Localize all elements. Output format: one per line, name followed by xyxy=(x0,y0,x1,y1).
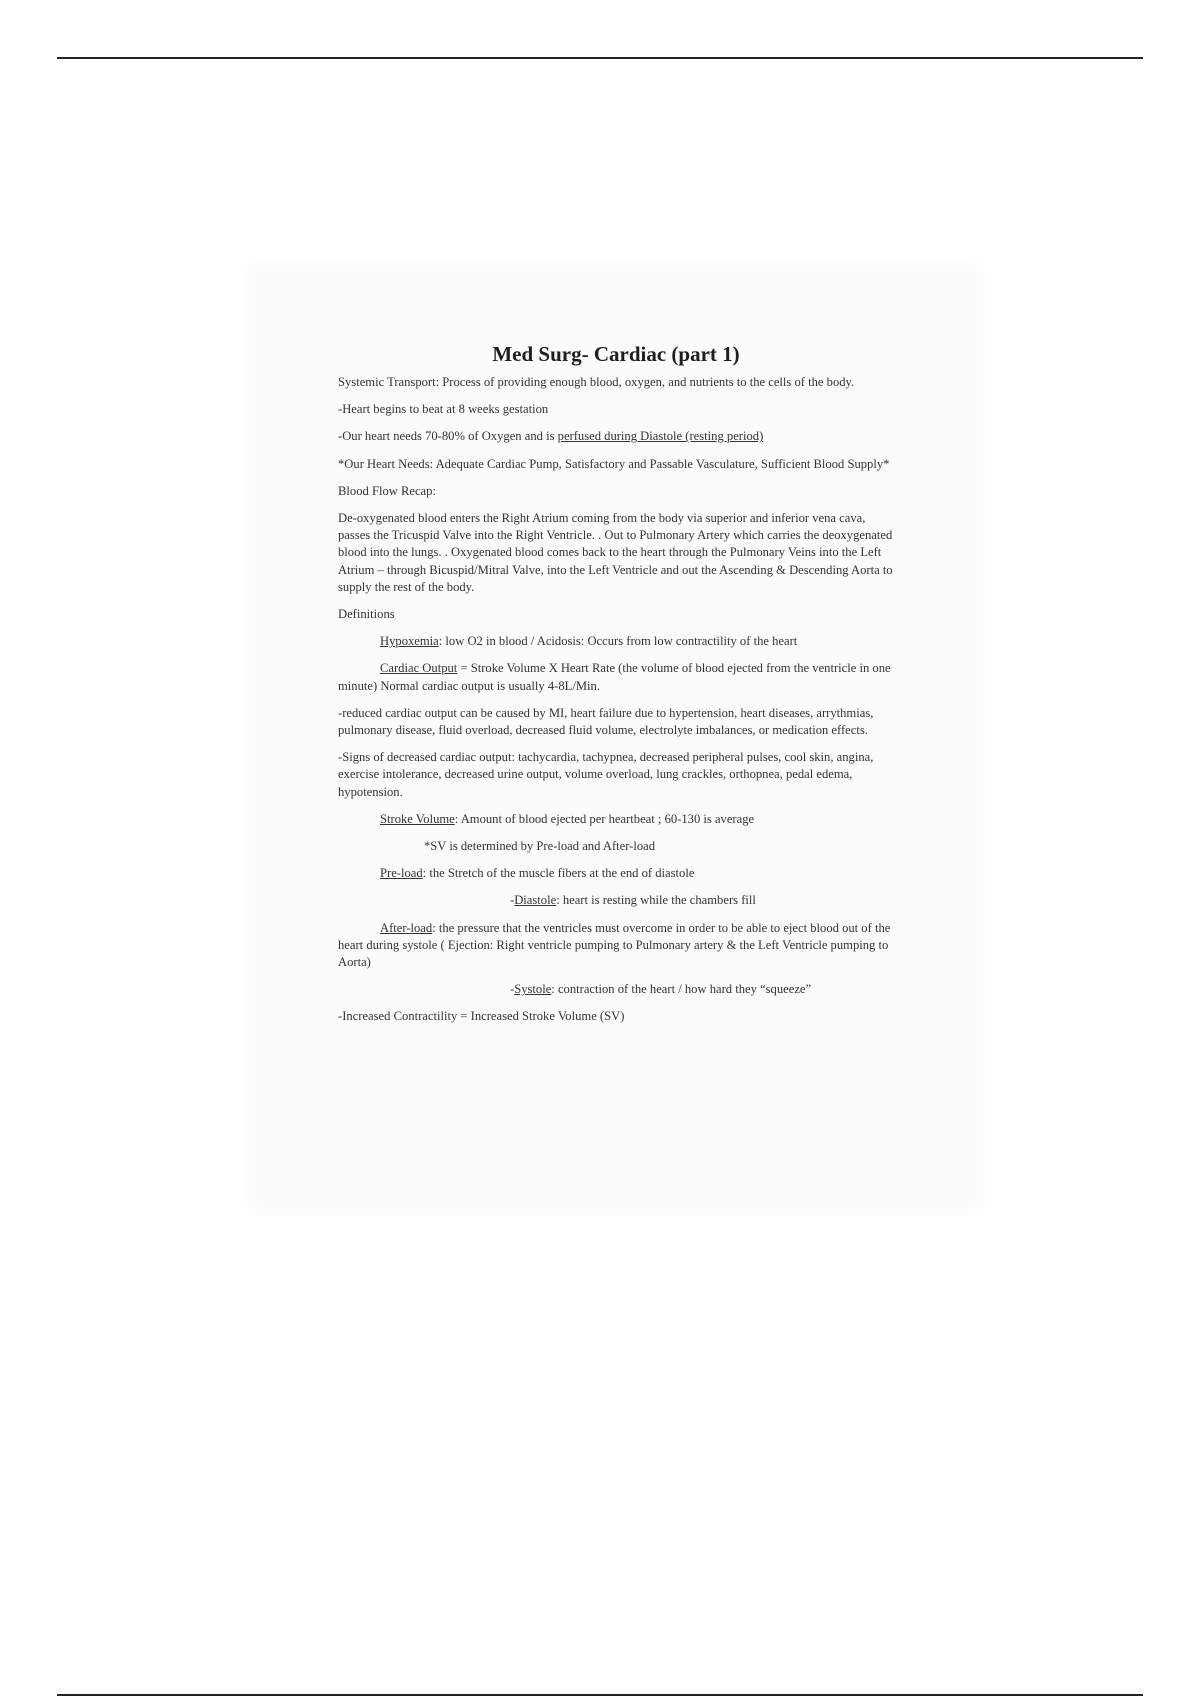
hypoxemia-term: Hypoxemia xyxy=(380,634,439,649)
hypoxemia-text: : low O2 in blood / Acidosis: Occurs from low contractility of the heart xyxy=(438,634,798,649)
preload-term: Pre-load xyxy=(380,866,423,881)
stroke-volume-term: Stroke Volume xyxy=(380,811,455,826)
diastole-text: : heart is resting while the chambers fill xyxy=(556,893,756,908)
afterload-term: After-load xyxy=(380,920,433,935)
document-content xyxy=(338,340,894,1036)
document-title: Med Surg- Cardiac (part 1) xyxy=(492,342,740,366)
systole-text: : contraction of the heart / how hard they “squeeze” xyxy=(551,982,812,997)
afterload-definition xyxy=(338,920,894,972)
blood-flow-paragraph: De-oxygenated blood enters the Right Atrium coming from the body via superior and inferior vena cava, passes the Tricuspid Valve into the Right Ventricle. . Out to Pulmonary Artery which carries the deoxygenated blood into the lungs. . Oxygenated blood comes back to the heart through the Pulmonary Veins into the Left Atrium – through Bicuspid/Mitral Valve, into the Left Ventricle and out the Ascending & Descending Aorta to supply the rest of the body. xyxy=(338,511,893,594)
stroke-volume-text: : Amount of blood ejected per heartbeat ; 60-130 is average xyxy=(454,811,755,826)
heart-needs-paragraph xyxy=(338,428,894,445)
cardiac-output-term: Cardiac Output xyxy=(380,661,458,676)
preload-definition xyxy=(338,865,894,882)
diastole-term: Diastole xyxy=(514,893,557,908)
cardiac-output-definition xyxy=(338,660,894,694)
perfused-diastole-text: perfused during Diastole (resting period) xyxy=(557,429,764,444)
definitions-heading: Definitions xyxy=(338,607,395,622)
heart-begins-paragraph: -Heart begins to beat at 8 weeks gestation xyxy=(338,402,549,417)
stroke-volume-definition xyxy=(338,811,894,828)
systemic-transport-paragraph: Systemic Transport: Process of providing enough blood, oxygen, and nutrients to the cells of the body. xyxy=(338,375,855,389)
systole-term: Systole xyxy=(514,982,552,997)
heart-needs-text: -Our heart needs 70-80% of Oxygen and is xyxy=(338,429,558,444)
blood-flow-heading: Blood Flow Recap: xyxy=(338,483,436,498)
increased-contractility-paragraph: -Increased Contractility = Increased Stroke Volume (SV) xyxy=(338,1009,625,1024)
bottom-divider xyxy=(57,1694,1143,1696)
systole-definition xyxy=(338,981,894,998)
sv-determined-note: *SV is determined by Pre-load and After-load xyxy=(424,839,656,854)
top-divider xyxy=(57,57,1143,59)
signs-decreased-output-paragraph: -Signs of decreased cardiac output: tachycardia, tachypnea, decreased peripheral pulses, cool skin, angina, exercise intolerance, decreased urine output, volume overload, lung crackles, orthopnea, pedal edema, hypotension. xyxy=(338,750,874,799)
diastole-definition xyxy=(338,892,894,909)
diastole-prefix: - xyxy=(510,893,515,908)
our-heart-needs-paragraph: *Our Heart Needs: Adequate Cardiac Pump, Satisfactory and Passable Vasculature, Sufficient Blood Supply* xyxy=(338,456,890,471)
afterload-text: : the pressure that the ventricles must overcome in order to be able to eject blood out of the heart during systole ( Ejection: Right ventricle pumping to Pulmonary artery & the Left Ventricle pumping to Aorta) xyxy=(338,920,891,970)
systole-prefix: - xyxy=(510,982,515,997)
reduced-cardiac-output-paragraph: -reduced cardiac output can be caused by MI, heart failure due to hypertension, heart diseases, arrythmias, pulmonary disease, fluid overload, decreased fluid volume, electrolyte imbalances, or medication effects. xyxy=(338,705,874,738)
hypoxemia-definition xyxy=(338,633,894,650)
preload-text: : the Stretch of the muscle fibers at the end of diastole xyxy=(422,866,695,881)
cardiac-output-text: = Stroke Volume X Heart Rate (the volume of blood ejected from the ventricle in one minute) Normal cardiac output is usually 4-8L/Min. xyxy=(338,661,891,693)
